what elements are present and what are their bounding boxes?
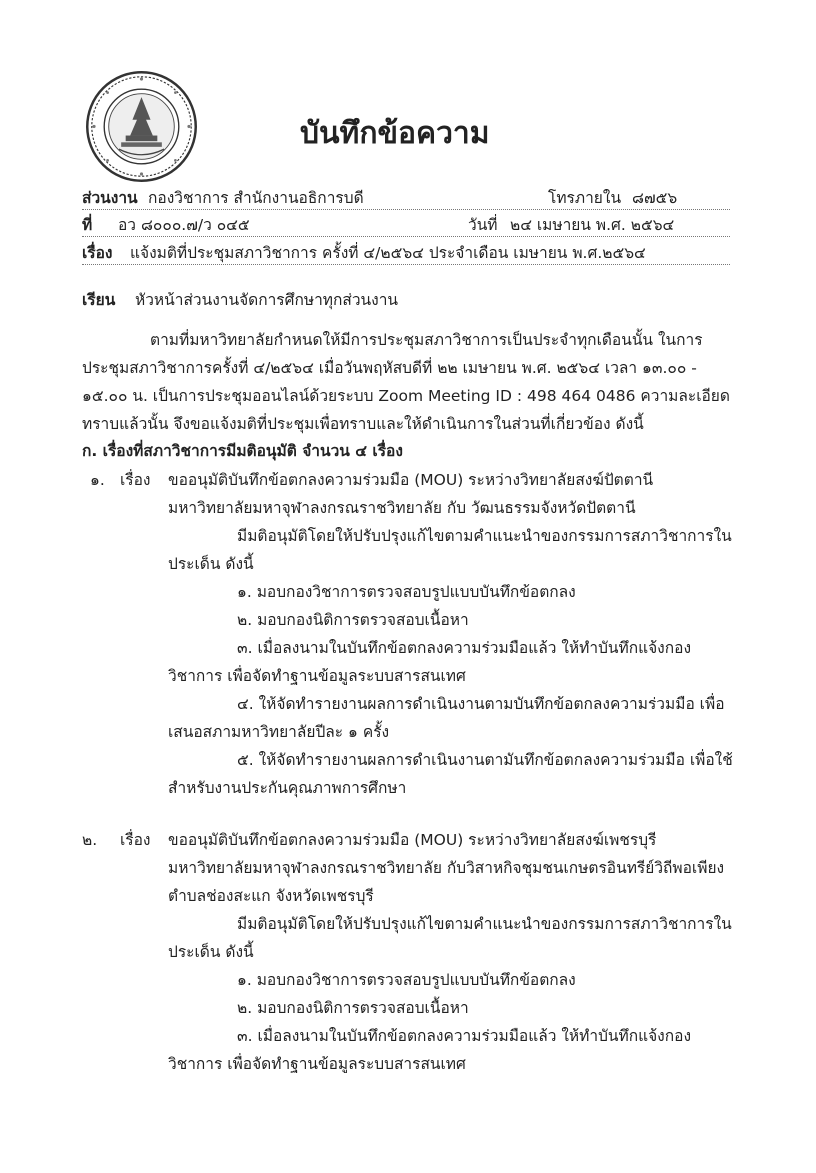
phone-value: ๘๗๕๖ <box>632 189 678 207</box>
item-number: ๑. <box>90 471 105 489</box>
to-label: เรียน <box>82 291 116 309</box>
item-label: เรื่อง <box>120 471 151 489</box>
point-line: ๕. ให้จัดทำรายงานผลการดำเนินงานตามันทึกข้อตกลงความร่วมมือ เพื่อใช้ <box>237 751 733 769</box>
resolution-line: มีมติอนุมัติโดยให้ปรับปรุงแก้ไขตามคำแนะนำของกรรมการสภาวิชาการใน <box>237 527 732 545</box>
point-line: ๒. มอบกองนิติการตรวจสอบเนื้อหา <box>237 611 469 629</box>
section-heading: ก. เรื่องที่สภาวิชาการมีมติอนุมัติ จำนวน ๔ เรื่อง <box>82 442 403 460</box>
point-line: ๓. เมื่อลงนามในบันทึกข้อตกลงความร่วมมือแล้ว ให้ทำบันทึกแจ้งกอง <box>237 639 692 657</box>
subject-label: เรื่อง <box>82 244 113 262</box>
intro-line: ตามที่มหาวิทยาลัยกำหนดให้มีการประชุมสภาวิชาการเป็นประจำทุกเดือนนั้น ในการ <box>150 331 703 349</box>
ref-value: อว ๘๐๐๐.๗/ว ๐๔๕ <box>118 216 250 234</box>
resolution-line: มีมติอนุมัติโดยให้ปรับปรุงแก้ไขตามคำแนะนำของกรรมการสภาวิชาการใน <box>237 915 732 933</box>
item-title-line: มหาวิทยาลัยมหาจุฬาลงกรณราชวิทยาลัย กับ วัฒนธรรมจังหวัดปัตตานี <box>168 499 636 517</box>
point-line: วิชาการ เพื่อจัดทำฐานข้อมูลระบบสารสนเทศ <box>168 1055 466 1073</box>
university-seal-icon <box>85 70 198 183</box>
point-line: ๓. เมื่อลงนามในบันทึกข้อตกลงความร่วมมือแล้ว ให้ทำบันทึกแจ้งกอง <box>237 1027 692 1045</box>
subject-value: แจ้งมติที่ประชุมสภาวิชาการ ครั้งที่ ๔/๒๕๖๔ ประจำเดือน เมษายน พ.ศ.๒๕๖๔ <box>130 244 646 262</box>
phone-label: โทรภายใน <box>548 189 622 207</box>
point-line: สำหรับงานประกันคุณภาพการศึกษา <box>168 779 407 797</box>
intro-line: ประชุมสภาวิชาการครั้งที่ ๔/๒๕๖๔ เมื่อวันพฤหัสบดีที่ ๒๒ เมษายน พ.ศ. ๒๕๖๔ เวลา ๑๓.๐๐ - <box>82 359 697 377</box>
item-title-line: มหาวิทยาลัยมหาจุฬาลงกรณราชวิทยาลัย กับวิสาหกิจชุมชนเกษตรอินทรีย์วิถีพอเพียง <box>168 859 725 877</box>
date-label: วันที่ <box>468 216 498 234</box>
point-line: ๑. มอบกองวิชาการตรวจสอบรูปแบบบันทึกข้อตกลง <box>237 971 576 989</box>
point-line: ๑. มอบกองวิชาการตรวจสอบรูปแบบบันทึกข้อตกลง <box>237 583 576 601</box>
intro-line: ทราบแล้วนั้น จึงขอแจ้งมติที่ประชุมเพื่อทราบและให้ดำเนินการในส่วนที่เกี่ยวข้อง ดังนี้ <box>82 415 644 433</box>
item-title-line: ขออนุมัติบันทึกข้อตกลงความร่วมมือ (MOU) ระหว่างวิทยาลัยสงฆ์เพชรบุรี <box>168 831 657 849</box>
intro-line: ๑๕.๐๐ น. เป็นการประชุมออนไลน์ด้วยระบบ Zoom Meeting ID : 498 464 0486 ความละเอียด <box>82 387 730 405</box>
to-value: หัวหน้าส่วนงานจัดการศึกษาทุกส่วนงาน <box>135 291 399 309</box>
divider <box>82 209 730 210</box>
item-number: ๒. <box>82 831 98 849</box>
department-value: กองวิชาการ สำนักงานอธิการบดี <box>148 189 364 207</box>
point-line: วิชาการ เพื่อจัดทำฐานข้อมูลระบบสารสนเทศ <box>168 667 466 685</box>
department-label: ส่วนงาน <box>82 189 138 207</box>
item-label: เรื่อง <box>120 831 151 849</box>
divider <box>82 264 730 265</box>
resolution-line: ประเด็น ดังนี้ <box>168 943 254 961</box>
point-line: ๒. มอบกองนิติการตรวจสอบเนื้อหา <box>237 999 469 1017</box>
item-title-line: ตำบลช่องสะแก จังหวัดเพชรบุรี <box>168 887 374 905</box>
resolution-line: ประเด็น ดังนี้ <box>168 555 254 573</box>
memo-title: บันทึกข้อความ <box>300 116 490 151</box>
point-line: ๔. ให้จัดทำรายงานผลการดำเนินงานตามบันทึกข้อตกลงความร่วมมือ เพื่อ <box>237 695 725 713</box>
ref-label: ที่ <box>82 216 93 234</box>
date-value: ๒๔ เมษายน พ.ศ. ๒๕๖๔ <box>510 216 675 234</box>
point-line: เสนอสภามหาวิทยาลัยปีละ ๑ ครั้ง <box>168 723 390 741</box>
divider <box>82 236 730 237</box>
item-title-line: ขออนุมัติบันทึกข้อตกลงความร่วมมือ (MOU) ระหว่างวิทยาลัยสงฆ์ปัตตานี <box>168 471 654 489</box>
